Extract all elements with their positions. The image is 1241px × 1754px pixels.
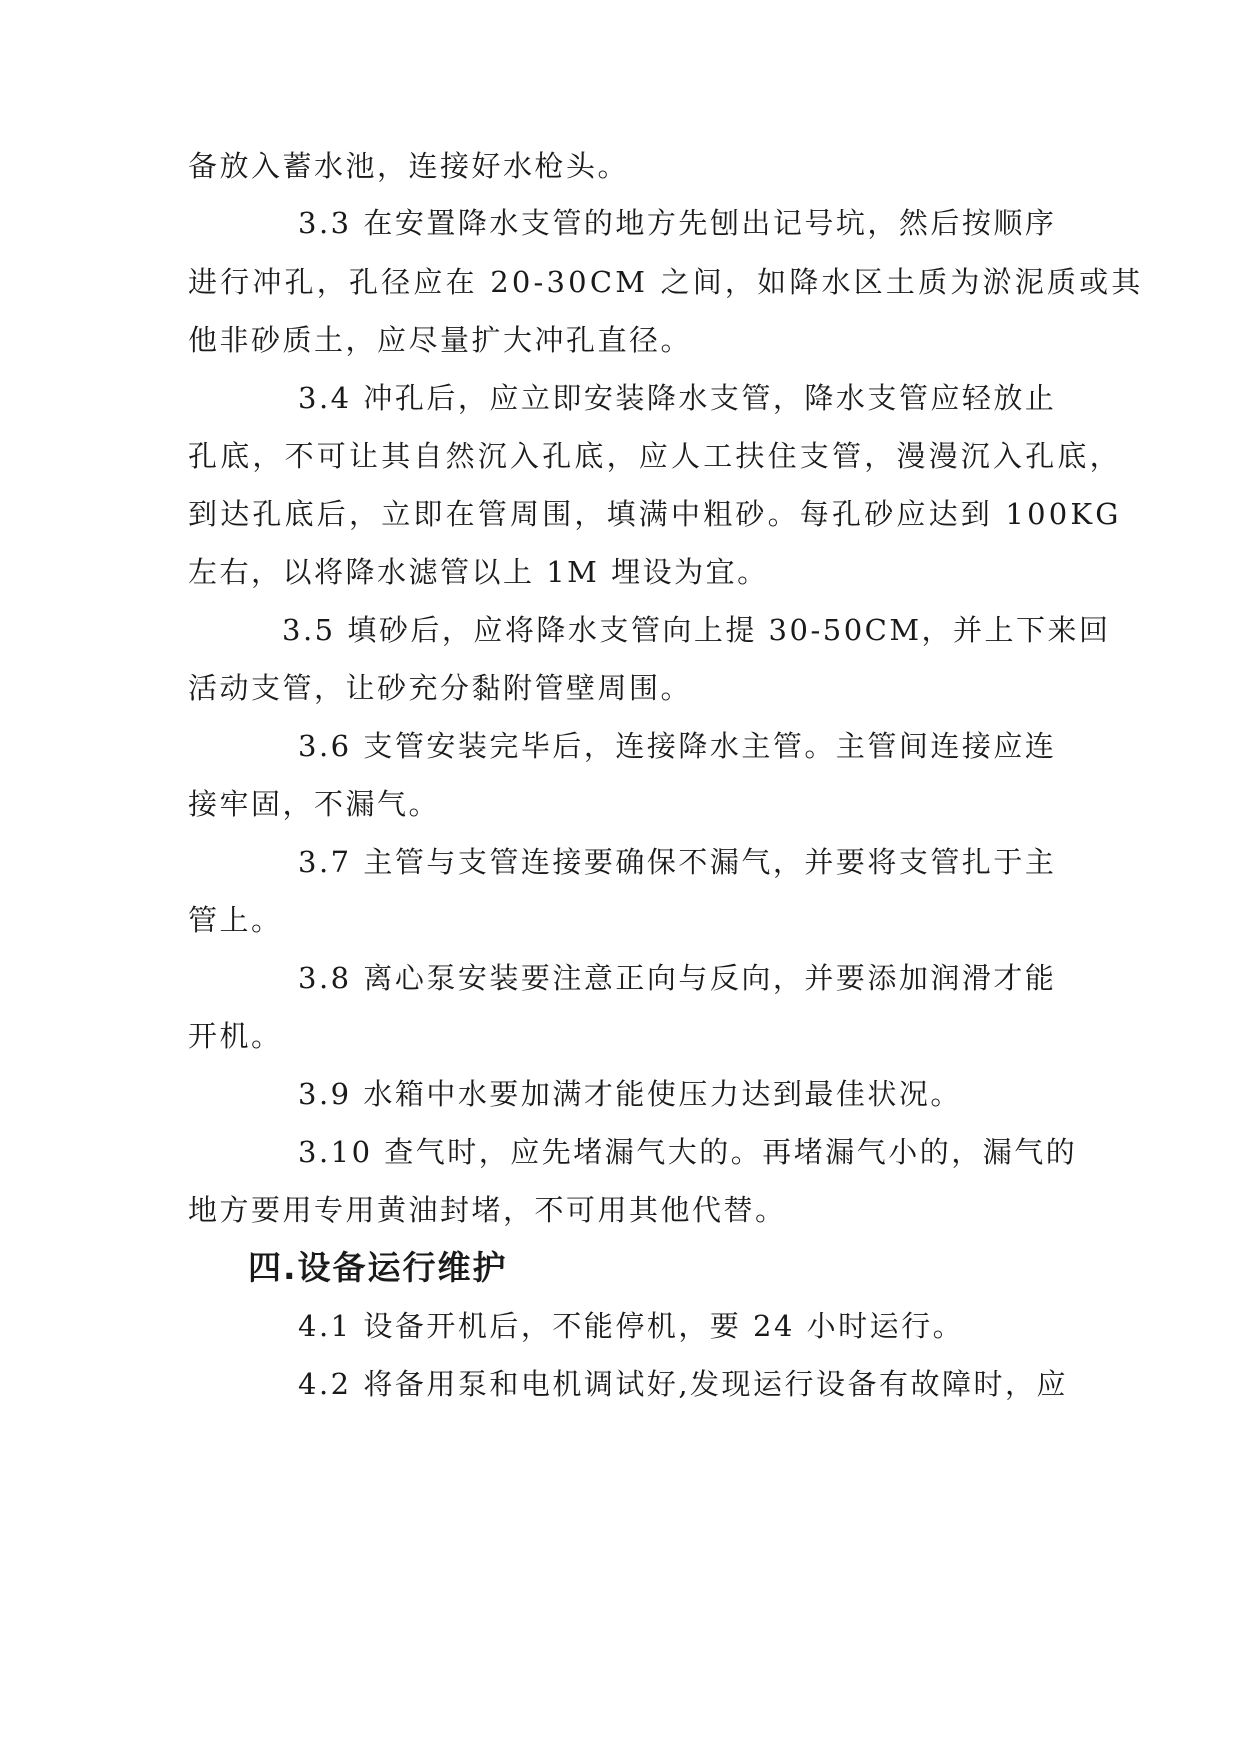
paragraph-3-5-line: 3.5 填砂后，应将降水支管向上提 30-50CM，并上下来回: [282, 613, 1111, 647]
text-line: 活动支管，让砂充分黏附管壁周围。: [188, 671, 693, 705]
paragraph-3-10-line: 3.10 查气时，应先堵漏气大的。再堵漏气小的，漏气的: [298, 1135, 1078, 1169]
paragraph-3-9-line: 3.9 水箱中水要加满才能使压力达到最佳状况。: [298, 1077, 962, 1111]
section-heading: 四.设备运行维护: [248, 1248, 508, 1287]
paragraph-4-2-line: 4.2 将备用泵和电机调试好,发现运行设备有故障时，应: [298, 1367, 1069, 1401]
text-line: 备放入蓄水池，连接好水枪头。: [188, 149, 630, 183]
paragraph-4-1-line: 4.1 设备开机后，不能停机，要 24 小时运行。: [298, 1309, 965, 1343]
text-line: 地方要用专用黄油封堵，不可用其他代替。: [188, 1193, 787, 1227]
text-line: 管上。: [188, 903, 283, 937]
text-line: 到达孔底后，立即在管周围，填满中粗砂。每孔砂应达到 100KG: [188, 497, 1122, 531]
paragraph-3-3-line: 3.3 在安置降水支管的地方先刨出记号坑，然后按顺序: [298, 206, 1057, 240]
paragraph-3-8-line: 3.8 离心泵安装要注意正向与反向，并要添加润滑才能: [298, 961, 1057, 995]
text-line: 左右，以将降水滤管以上 1M 埋设为宜。: [188, 555, 769, 589]
text-line: 孔底，不可让其自然沉入孔底，应人工扶住支管，漫漫沉入孔底，: [188, 439, 1122, 473]
paragraph-3-7-line: 3.7 主管与支管连接要确保不漏气，并要将支管扎于主: [298, 845, 1057, 879]
text-line: 他非砂质土，应尽量扩大冲孔直径。: [188, 323, 693, 357]
paragraph-3-4-line: 3.4 冲孔后，应立即安装降水支管，降水支管应轻放止: [298, 381, 1057, 415]
text-line: 进行冲孔，孔径应在 20-30CM 之间，如降水区土质为淤泥质或其: [188, 265, 1144, 299]
paragraph-3-6-line: 3.6 支管安装完毕后，连接降水主管。主管间连接应连: [298, 729, 1057, 763]
text-line: 开机。: [188, 1019, 283, 1053]
text-line: 接牢固，不漏气。: [188, 787, 441, 821]
